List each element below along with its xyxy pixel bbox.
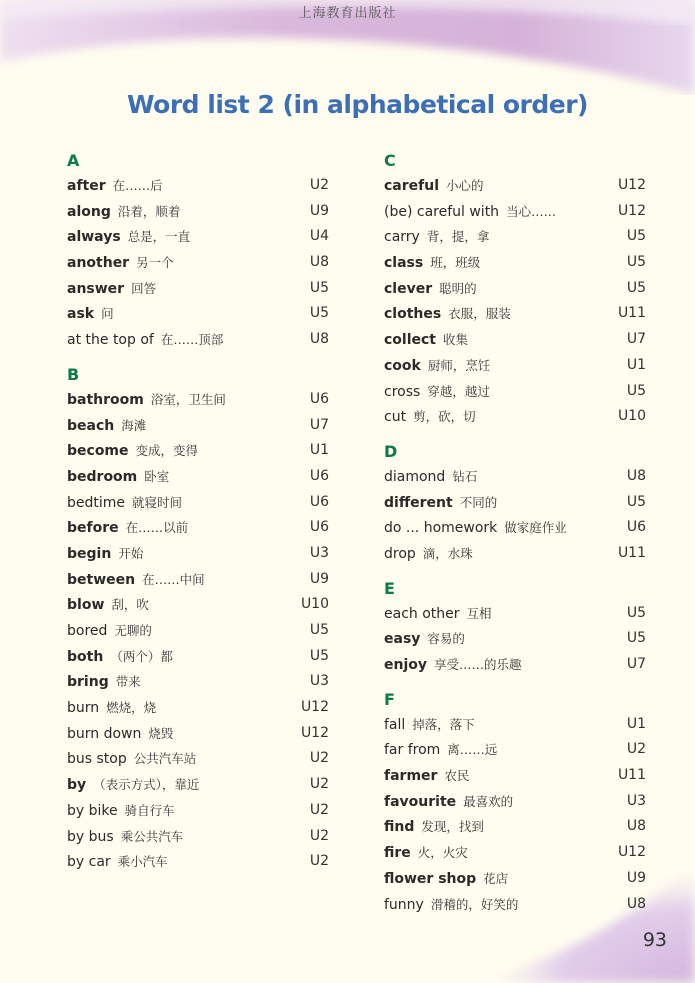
word-chinese: 小心的 xyxy=(446,178,484,193)
word-unit: U11 xyxy=(617,767,646,784)
word-entry xyxy=(67,464,329,490)
word-english: answer xyxy=(67,280,125,297)
word-entry xyxy=(384,737,646,763)
page-number: 93 xyxy=(642,929,667,951)
word-english: bring xyxy=(67,674,109,691)
word-english: fire xyxy=(384,845,411,862)
word-entry xyxy=(384,712,646,738)
word-english: blow xyxy=(67,597,105,614)
word-entry xyxy=(67,224,329,250)
word-entry xyxy=(384,404,646,430)
word-english: after xyxy=(67,178,106,194)
word-entry xyxy=(67,276,329,302)
word-english: at the top of xyxy=(67,332,154,349)
word-chinese: 收集 xyxy=(443,332,469,348)
word-entry xyxy=(384,199,646,225)
word-english: different xyxy=(384,494,453,511)
word-english: cross xyxy=(384,383,421,400)
word-chinese: 带来 xyxy=(115,674,141,690)
word-entry xyxy=(67,413,329,439)
word-entry xyxy=(67,824,329,850)
word-english: burn down xyxy=(67,725,142,742)
word-unit: U8 xyxy=(309,254,329,271)
word-entry xyxy=(384,866,646,892)
word-entry xyxy=(67,327,329,353)
word-chinese: 穿越，越过 xyxy=(427,383,490,399)
word-english: by bike xyxy=(67,802,118,819)
word-entry xyxy=(384,515,646,541)
word-chinese: 掉落，落下 xyxy=(412,716,475,732)
word-entry xyxy=(67,490,329,516)
word-unit: U5 xyxy=(626,279,646,296)
word-chinese: 沿着，顺着 xyxy=(117,203,181,219)
word-entry xyxy=(384,652,646,678)
word-chinese: 浴室，卫生间 xyxy=(150,391,226,407)
word-chinese: 在……顶部 xyxy=(160,332,224,348)
word-unit: U12 xyxy=(617,177,646,193)
word-entry xyxy=(384,840,646,866)
word-entry xyxy=(384,353,646,379)
section-letter: C xyxy=(384,151,396,170)
word-unit: U9 xyxy=(309,570,329,587)
word-english: carry xyxy=(384,229,420,246)
word-english: between xyxy=(67,571,136,588)
word-entry xyxy=(384,601,646,627)
word-unit: U5 xyxy=(626,604,646,621)
word-unit: U2 xyxy=(309,827,329,844)
word-entry xyxy=(67,438,329,464)
word-entry xyxy=(67,250,329,276)
word-english: collect xyxy=(384,332,437,349)
word-unit: U11 xyxy=(617,305,646,322)
word-unit: U2 xyxy=(309,801,329,818)
word-chinese: 农民 xyxy=(444,768,470,784)
word-chinese: 背，提，拿 xyxy=(426,229,490,245)
word-entry xyxy=(67,669,329,695)
word-entry xyxy=(67,798,329,824)
word-entry xyxy=(67,746,329,772)
word-entry xyxy=(67,849,329,875)
word-chinese: 衣服，服装 xyxy=(448,306,511,322)
word-chinese: 钻石 xyxy=(452,468,478,484)
word-chinese: 互相 xyxy=(466,605,492,621)
word-english: do ... homework xyxy=(384,520,498,537)
section-letter: F xyxy=(384,689,395,709)
word-english: become xyxy=(67,443,129,460)
word-chinese: 最喜欢的 xyxy=(463,793,514,809)
word-english: begin xyxy=(67,545,112,562)
word-english: each other xyxy=(384,605,460,622)
word-english: burn xyxy=(67,700,100,717)
word-english: bus stop xyxy=(67,751,127,768)
word-english: fall xyxy=(384,716,406,733)
word-english: always xyxy=(67,229,121,246)
word-chinese: 卧室 xyxy=(144,468,170,484)
word-entry xyxy=(384,490,646,516)
word-unit: U2 xyxy=(309,776,329,793)
word-chinese: 乘小汽车 xyxy=(117,854,168,870)
word-unit: U7 xyxy=(626,656,646,672)
word-english: clothes xyxy=(384,306,442,323)
word-unit: U10 xyxy=(300,596,329,613)
word-chinese: 剪，砍，切 xyxy=(413,409,476,425)
word-entry xyxy=(67,644,329,670)
word-entry xyxy=(67,515,329,541)
word-english: favourite xyxy=(384,793,457,810)
word-english: cook xyxy=(384,357,421,374)
word-unit: U2 xyxy=(309,853,329,870)
word-chinese: 做家庭作业 xyxy=(504,520,567,536)
word-english: cut xyxy=(384,409,407,426)
word-unit: U12 xyxy=(617,202,646,219)
word-column-right xyxy=(384,149,646,917)
word-chinese: 燃烧，烧 xyxy=(106,700,157,716)
word-unit: U11 xyxy=(617,544,646,561)
word-english: ask xyxy=(67,306,95,323)
word-unit: U6 xyxy=(309,467,329,484)
word-column-left xyxy=(67,149,329,875)
word-unit: U6 xyxy=(309,493,329,510)
word-entry xyxy=(67,592,329,618)
word-chinese: 问 xyxy=(101,306,114,322)
word-unit: U2 xyxy=(309,750,329,767)
word-unit: U5 xyxy=(626,382,646,399)
word-unit: U6 xyxy=(626,519,646,536)
word-english: another xyxy=(67,255,130,272)
word-chinese: 容易的 xyxy=(427,631,465,647)
word-entry xyxy=(384,464,646,490)
word-entry xyxy=(384,173,646,199)
word-chinese: 在……后 xyxy=(112,178,163,193)
word-chinese: 就寝时间 xyxy=(132,494,183,510)
section-letter: B xyxy=(67,364,80,384)
word-unit: U8 xyxy=(626,895,646,912)
word-unit: U12 xyxy=(617,844,646,861)
word-unit: U1 xyxy=(309,442,329,459)
word-entry xyxy=(384,892,646,918)
word-unit: U5 xyxy=(626,228,646,245)
word-chinese: 滴，水珠 xyxy=(422,545,473,561)
word-chinese: 在……中间 xyxy=(142,571,205,587)
word-entry xyxy=(67,199,329,225)
word-chinese: 离……远 xyxy=(447,742,498,758)
word-chinese: 发现，找到 xyxy=(421,819,484,835)
page-title: Word list 2 (in alphabetical order) xyxy=(126,90,588,119)
word-chinese: 火，火灾 xyxy=(417,845,468,861)
word-entry xyxy=(384,541,646,567)
word-chinese: （两个）都 xyxy=(110,648,173,664)
word-english: class xyxy=(384,255,424,272)
word-entry xyxy=(384,379,646,405)
word-english: flower shop xyxy=(384,870,477,887)
section-letter: E xyxy=(384,578,395,598)
word-unit: U12 xyxy=(300,724,329,741)
word-english: enjoy xyxy=(384,657,428,673)
word-entry xyxy=(67,695,329,721)
word-entry xyxy=(384,763,646,789)
word-chinese: 公共汽车站 xyxy=(133,751,197,767)
word-unit: U6 xyxy=(309,519,329,536)
word-unit: U5 xyxy=(626,630,646,647)
word-english: by xyxy=(67,777,87,794)
word-entry xyxy=(67,721,329,747)
word-entry xyxy=(384,626,646,652)
word-english: easy xyxy=(384,631,421,648)
word-english: drop xyxy=(384,545,416,562)
word-english: beach xyxy=(67,417,115,434)
word-english: before xyxy=(67,520,119,537)
word-chinese: 花店 xyxy=(483,870,509,886)
word-chinese: 滑稽的，好笑的 xyxy=(430,896,519,912)
word-chinese: 刮，吹 xyxy=(111,597,149,613)
word-unit: U7 xyxy=(309,416,329,433)
word-english: diamond xyxy=(384,468,446,485)
word-english: funny xyxy=(384,896,424,913)
word-chinese: 厨师，烹饪 xyxy=(427,357,491,373)
word-unit: U6 xyxy=(309,390,329,407)
word-english: bedroom xyxy=(67,468,138,485)
word-unit: U5 xyxy=(309,622,329,638)
word-entry xyxy=(67,772,329,798)
word-chinese: 不同的 xyxy=(459,494,498,510)
word-english: bored xyxy=(67,623,108,639)
word-english: by bus xyxy=(67,828,114,845)
word-entry xyxy=(67,567,329,593)
word-chinese: 开始 xyxy=(118,545,144,561)
word-unit: U2 xyxy=(626,741,646,758)
word-entry xyxy=(67,173,329,199)
word-chinese: 烧毁 xyxy=(148,725,174,741)
word-chinese: 乘公共汽车 xyxy=(120,828,184,844)
word-entry xyxy=(384,276,646,302)
word-english: far from xyxy=(384,742,441,759)
word-unit: U8 xyxy=(626,818,646,835)
word-unit: U9 xyxy=(626,869,646,886)
word-unit: U5 xyxy=(626,493,646,510)
word-unit: U8 xyxy=(309,331,329,348)
word-unit: U5 xyxy=(626,254,646,271)
word-english: bedtime xyxy=(67,494,126,511)
word-english: (be) careful with xyxy=(384,203,500,220)
word-unit: U10 xyxy=(617,408,646,425)
word-english: along xyxy=(67,203,111,220)
word-entry xyxy=(67,301,329,327)
word-chinese: 无聊的 xyxy=(114,623,152,638)
word-chinese: （表示方式），靠近 xyxy=(93,777,200,793)
word-unit: U8 xyxy=(626,467,646,484)
word-entry xyxy=(67,618,329,644)
word-chinese: 享受……的乐趣 xyxy=(434,657,522,672)
word-unit: U3 xyxy=(309,673,329,690)
word-unit: U3 xyxy=(309,544,329,561)
word-entry xyxy=(384,301,646,327)
word-unit: U12 xyxy=(300,699,329,716)
word-entry xyxy=(67,387,329,413)
word-unit: U5 xyxy=(309,647,329,664)
word-unit: U4 xyxy=(309,228,329,245)
word-unit: U1 xyxy=(626,715,646,732)
word-chinese: 回答 xyxy=(131,280,157,296)
word-english: careful xyxy=(384,178,440,194)
word-chinese: 在……以前 xyxy=(125,520,189,536)
word-english: both xyxy=(67,648,104,665)
word-chinese: 骑自行车 xyxy=(124,802,175,818)
word-entry xyxy=(384,814,646,840)
word-chinese: 另一个 xyxy=(136,255,174,271)
word-unit: U2 xyxy=(309,177,329,193)
word-english: by car xyxy=(67,854,111,871)
word-chinese: 总是，一直 xyxy=(127,229,191,245)
word-english: bathroom xyxy=(67,391,144,408)
word-unit: U5 xyxy=(309,279,329,296)
word-chinese: 变成，变得 xyxy=(135,443,199,459)
word-entry xyxy=(67,541,329,567)
word-unit: U9 xyxy=(309,202,329,219)
word-chinese: 当心…… xyxy=(506,203,557,219)
word-unit: U7 xyxy=(626,331,646,348)
word-english: farmer xyxy=(384,768,438,785)
word-unit: U3 xyxy=(626,792,646,809)
word-english: clever xyxy=(384,280,433,297)
word-entry xyxy=(384,789,646,815)
section-letter: A xyxy=(67,151,80,170)
word-chinese: 聪明的 xyxy=(439,280,477,296)
section-letter: D xyxy=(384,441,398,461)
word-entry xyxy=(384,250,646,276)
word-entry xyxy=(384,224,646,250)
word-unit: U5 xyxy=(309,305,329,322)
word-english: find xyxy=(384,819,415,836)
word-chinese: 海滩 xyxy=(121,417,147,433)
word-entry xyxy=(384,327,646,353)
publisher-name: 上海教育出版社 xyxy=(298,6,397,21)
word-chinese: 班，班级 xyxy=(430,255,481,271)
word-unit: U1 xyxy=(626,356,646,373)
